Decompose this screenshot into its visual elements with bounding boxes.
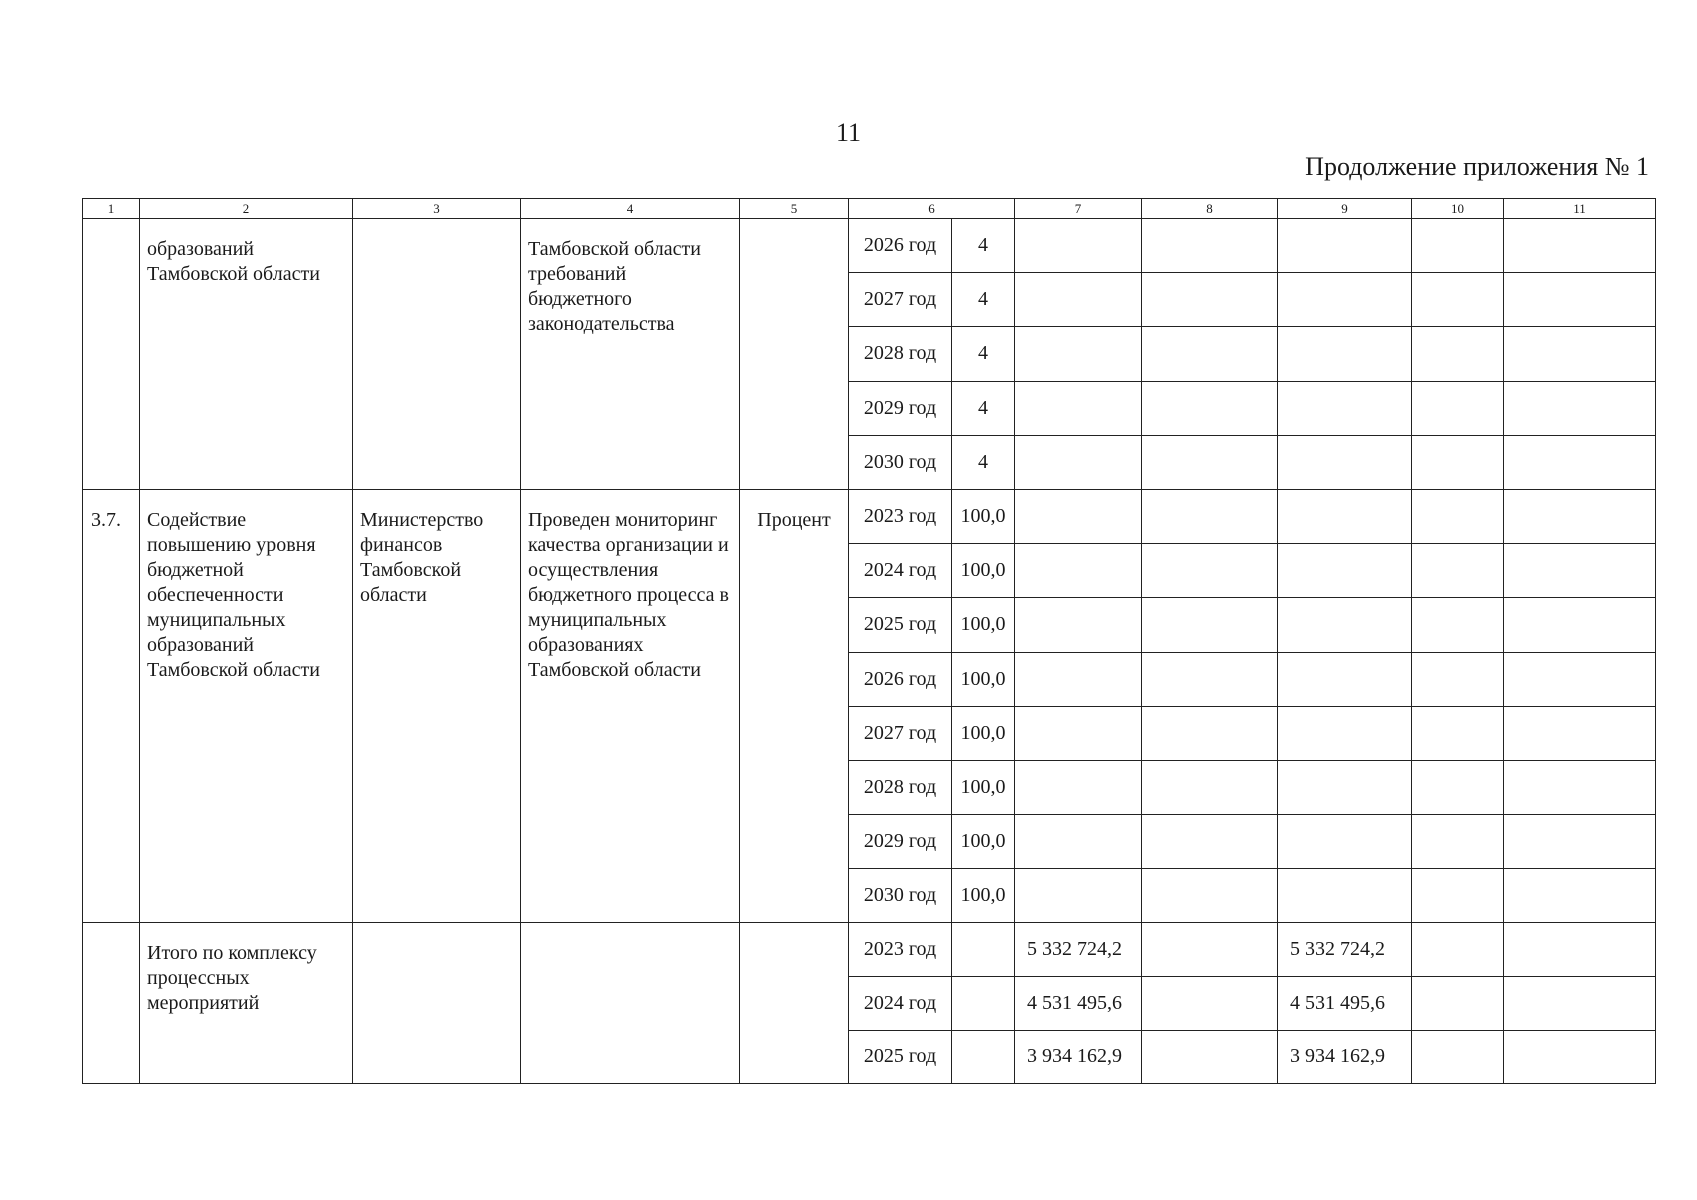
item-responsible: Министерство финансов Тамбовской области	[360, 508, 484, 606]
cell	[1142, 1030, 1278, 1084]
cell	[1015, 273, 1142, 327]
cell	[1504, 327, 1656, 381]
budget-table	[82, 198, 1656, 1084]
value-cell: 100,0	[952, 760, 1015, 814]
result-cell	[521, 489, 740, 923]
cell	[1278, 489, 1412, 543]
year-cell: 2026 год	[849, 652, 952, 706]
cell	[1504, 760, 1656, 814]
cell	[1412, 598, 1504, 652]
cell	[1504, 598, 1656, 652]
value-cell: 100,0	[952, 869, 1015, 923]
year-cell: 2028 год	[849, 760, 952, 814]
cell	[1015, 815, 1142, 869]
year-cell: 2030 год	[849, 435, 952, 489]
year-cell: 2024 год	[849, 544, 952, 598]
cell	[1412, 489, 1504, 543]
responsible-cell	[353, 489, 521, 923]
regional-amount: 5 332 724,2	[1278, 923, 1412, 977]
result-cell	[521, 923, 740, 1084]
value-cell: 100,0	[952, 598, 1015, 652]
result-cell	[521, 219, 740, 490]
cell	[1412, 706, 1504, 760]
cell	[1504, 219, 1656, 273]
cell	[1412, 1030, 1504, 1084]
cell	[1142, 815, 1278, 869]
cell	[1504, 273, 1656, 327]
cell	[1412, 327, 1504, 381]
page-number: 11	[835, 118, 862, 147]
cell	[1412, 869, 1504, 923]
item-name: Содействие повышению уровня бюджетной обеспеченности муниципальных образований Тамбовской области	[147, 508, 320, 681]
item-number: 3.7.	[91, 508, 121, 531]
year-cell: 2024 год	[849, 977, 952, 1031]
year-cell: 2025 год	[849, 598, 952, 652]
cell	[1412, 977, 1504, 1031]
cell	[1504, 544, 1656, 598]
value-cell: 4	[952, 381, 1015, 435]
value-cell: 4	[952, 273, 1015, 327]
value-cell: 100,0	[952, 706, 1015, 760]
value-cell: 100,0	[952, 652, 1015, 706]
unit-cell	[740, 923, 849, 1084]
item-number-cell	[83, 219, 140, 490]
cell	[1278, 706, 1412, 760]
regional-amount: 4 531 495,6	[1278, 977, 1412, 1031]
column-number-row	[83, 199, 1656, 219]
year-cell: 2028 год	[849, 327, 952, 381]
cell	[1142, 760, 1278, 814]
cell	[1504, 381, 1656, 435]
column-header: 9	[1278, 199, 1412, 219]
cell	[1278, 815, 1412, 869]
cell	[1412, 815, 1504, 869]
cell	[1142, 381, 1278, 435]
cell	[1504, 706, 1656, 760]
column-header: 5	[740, 199, 849, 219]
cell	[1142, 598, 1278, 652]
cell	[1504, 652, 1656, 706]
cell	[1504, 1030, 1656, 1084]
year-cell: 2029 год	[849, 815, 952, 869]
column-header: 3	[353, 199, 521, 219]
cell	[1412, 923, 1504, 977]
column-header: 8	[1142, 199, 1278, 219]
cell	[1278, 760, 1412, 814]
cell	[1142, 489, 1278, 543]
cell	[1412, 219, 1504, 273]
cell	[1142, 219, 1278, 273]
unit-cell: Процент	[740, 489, 849, 923]
cell	[1278, 219, 1412, 273]
value-cell	[952, 977, 1015, 1031]
value-cell: 4	[952, 219, 1015, 273]
value-cell	[952, 1030, 1015, 1084]
column-header: 2	[140, 199, 353, 219]
item-result: Проведен мониторинг качества организации и осуществления бюджетного процесса в муниципальных образованиях Тамбовской области	[528, 508, 729, 681]
cell	[1412, 381, 1504, 435]
year-cell: 2027 год	[849, 706, 952, 760]
cell	[1015, 544, 1142, 598]
item-number-cell	[83, 923, 140, 1084]
cell	[1142, 869, 1278, 923]
cell	[1412, 273, 1504, 327]
cell	[1278, 598, 1412, 652]
cell	[1015, 652, 1142, 706]
cell	[1015, 381, 1142, 435]
column-header: 11	[1504, 199, 1656, 219]
responsible-cell	[353, 923, 521, 1084]
cell	[1015, 760, 1142, 814]
total-amount: 5 332 724,2	[1015, 923, 1142, 977]
responsible-cell	[353, 219, 521, 490]
year-cell: 2030 год	[849, 869, 952, 923]
year-cell: 2026 год	[849, 219, 952, 273]
cell	[1278, 652, 1412, 706]
cell	[1412, 652, 1504, 706]
year-cell: 2023 год	[849, 489, 952, 543]
cell	[1412, 435, 1504, 489]
unit-cell	[740, 219, 849, 490]
cell	[1015, 327, 1142, 381]
year-cell: 2029 год	[849, 381, 952, 435]
column-header: 4	[521, 199, 740, 219]
cell	[1015, 869, 1142, 923]
cell	[1412, 544, 1504, 598]
item-result: Тамбовской области требований бюджетного законодательства	[528, 238, 701, 335]
cell	[1504, 869, 1656, 923]
cell	[1015, 598, 1142, 652]
cell	[1015, 219, 1142, 273]
cell	[1504, 923, 1656, 977]
item-name-cell	[140, 219, 353, 490]
cell	[1504, 435, 1656, 489]
cell	[1015, 489, 1142, 543]
cell	[1504, 977, 1656, 1031]
cell	[1015, 435, 1142, 489]
table-row	[83, 219, 1656, 273]
year-cell: 2023 год	[849, 923, 952, 977]
cell	[1278, 327, 1412, 381]
year-cell: 2025 год	[849, 1030, 952, 1084]
value-cell: 4	[952, 327, 1015, 381]
cell	[1278, 435, 1412, 489]
cell	[1504, 815, 1656, 869]
column-header: 6	[849, 199, 1015, 219]
total-name: Итого по комплексу процессных мероприятий	[147, 942, 317, 1015]
value-cell: 100,0	[952, 815, 1015, 869]
cell	[1142, 273, 1278, 327]
cell	[1142, 923, 1278, 977]
item-name-cell	[140, 923, 353, 1084]
column-header: 7	[1015, 199, 1142, 219]
cell	[1142, 706, 1278, 760]
cell	[1142, 327, 1278, 381]
table-row	[83, 923, 1656, 977]
value-cell: 100,0	[952, 544, 1015, 598]
cell	[1142, 977, 1278, 1031]
column-header: 10	[1412, 199, 1504, 219]
column-header: 1	[83, 199, 140, 219]
cell	[1142, 544, 1278, 598]
cell	[1278, 381, 1412, 435]
total-amount: 4 531 495,6	[1015, 977, 1142, 1031]
cell	[1278, 869, 1412, 923]
total-amount: 3 934 162,9	[1015, 1030, 1142, 1084]
cell	[1278, 273, 1412, 327]
cell	[1504, 489, 1656, 543]
cell	[1412, 760, 1504, 814]
value-cell	[952, 923, 1015, 977]
table-row	[83, 489, 1656, 543]
appendix-label: Продолжение приложения № 1	[1305, 152, 1649, 181]
value-cell: 4	[952, 435, 1015, 489]
item-name-cell	[140, 489, 353, 923]
cell	[1278, 544, 1412, 598]
cell	[1142, 652, 1278, 706]
item-name: образований Тамбовской области	[147, 238, 320, 285]
year-cell: 2027 год	[849, 273, 952, 327]
value-cell: 100,0	[952, 489, 1015, 543]
regional-amount: 3 934 162,9	[1278, 1030, 1412, 1084]
item-number-cell	[83, 489, 140, 923]
cell	[1142, 435, 1278, 489]
cell	[1015, 706, 1142, 760]
